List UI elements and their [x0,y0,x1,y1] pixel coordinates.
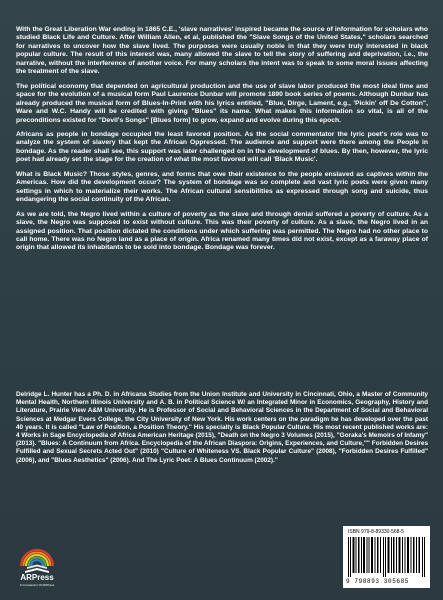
publisher-tagline: A Companion Of ARPress [19,583,55,587]
isbn-barcode [343,526,430,588]
barcode-bars [348,537,425,577]
blurb-paragraph-3: Africans as people in bondage occupied the least favored position. As the social commentator the lyric poet's role was to analyze the system of slavery that kept the African Oppressed. The audience and support were there among the People in bondage. As the reader shall see, this support was later challenged on in the development of blues. By then, however, the lyric poet had already set the stage for the creation of what the most favored will call 'Black Music'. [16,130,428,164]
isbn-label: ISBN 979-8-89330-568-5 [348,529,404,535]
barcode-digits: 9 798893 305685 [346,578,410,585]
blurb-paragraph-1: With the Great Liberation War ending in 1865 C.E., 'slave narratives' inspired became the source of information for scholars who studied Black Life and Culture. After William Allen, et al, published the "Slave Songs of the United States," scholars searched for narratives to uncover how the slave lived. The purposes were usually noble in that they were truly interested in black popular culture. The result of this interest was, many allowed the slave to tell the story of suffering and deprivation, i.e., the narrative, without the interference of another voice. For many scholars the intent was to speak to some moral issues affecting the treatment of the slave. [16,26,428,76]
publisher-logo [16,540,58,592]
back-cover-blurb [16,26,428,259]
author-bio [16,391,428,465]
blurb-paragraph-5: As we are told, the Negro lived within a culture of poverty as the slave and through denial suffered a poverty of culture. As a slave, the Negro was supposed to exist without culture. This was their poverty of culture. As a slave, the Negro lived in an assigned position. That position dictated the conditions under which suffering was permitted. The Negro had no other place to call home. There was no Negro land as a place of origin. Africa renamed many times did not exist, except as a faraway place of origin that allowed its inhabitants to be sold into bondage. Bondage was forever. [16,210,428,252]
book-rainbow-icon [16,540,58,574]
author-bio-text: Delridge L. Hunter has a Ph. D. in Africana Studies from the Union Institute and University in Cincinnati, Ohio, a Master of Community Mental Health, Northern Illinois University and A. B. in Political Science W/ an Integrated Minor in Economics, Geography, History and Literature, Prairie View A&M University. He is Professor of Social and Behavioral Sciences in the Department of Social and Behavioral Sciences at Medgar Evers College, the City University of New York. His work centers on the paradigm he has developed over the past 40 years. It is called "Law of Position, a Position Theory." His specialty is Black Popular Culture. His most recent published works are: 4 Works in Sage Encyclopedia of Africa American Heritage (2015), "Death on the Negro 3 Volumes (2015), "Goraka's Memoirs of Infamy" (2013). "Blues: A Continuum from Africa. Encyclopedia of the African Diaspora: Origins, Experiences, and Culture,"" Forbidden Desires Fulfilled and Sexual Secrets Acted Out" (2010) "Culture of Whiteness VS. Black Popular Culture" (2008), "Forbidden Desires Fulfilled" (2006), and "Blues Aesthetics" (2006). And The Lyric Poet: A Blues Continuum (2002)." [16,391,428,464]
blurb-paragraph-2: The political economy that depended on agricultural production and the use of slave labor produced the most ideal time and space for the evolution of a musical form Paul Laurence Dunbar will promote 1890 book series of poems. Although Dunbar has already produced the musical form of Blues-In-Print with his lyrics entitled, "Blue, Dirge, Lament, e.g., 'Pickin' off De Cotton", Ware and W.C. Handy will be credited with giving "Blues" its name. What makes this information so vital, is all of the preconditions existed for "Devil's Songs" [Blues form] to grow, expand and evolve during this epoch. [16,82,428,124]
blurb-paragraph-4: What is Black Music? Those styles, genres, and forms that owe their existence to the people enslaved as captives within the Americas. How did the development occur? The system of bondage was so complete and vast lyric poets were given many settings in which to materialize their works. The African cultural sensibilities as expressed through song and suicide, thus endangering the social continuity of the African. [16,170,428,204]
publisher-name: ARPress [20,573,54,582]
